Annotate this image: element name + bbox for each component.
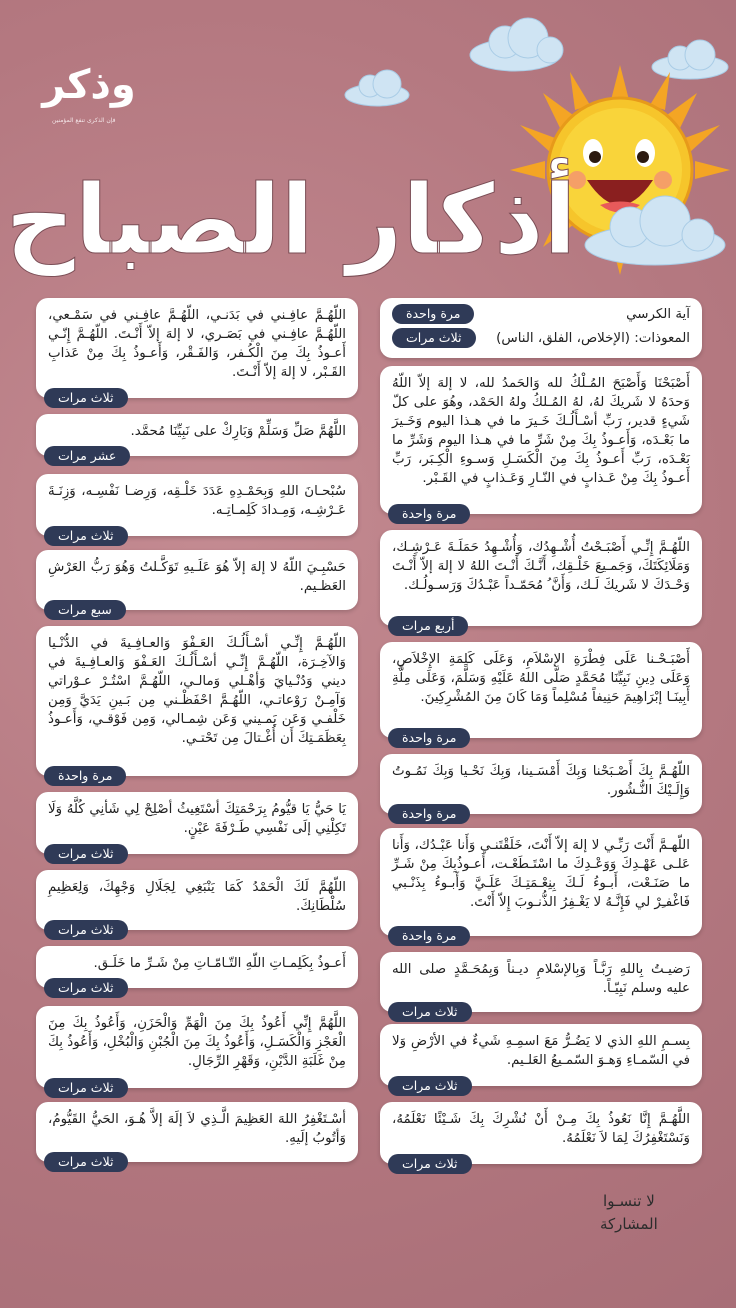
dhikr-text: اللّهُـمَّ إِنِّـي أسْـأَلُـكَ العَـفْوَ وَالعـافِـيةَ في الدُّنْـيا وَالآخِـرَة، اللّهُـمَّ إِنِّـي أسْـأَلُـكَ العَـفْوَ وَالعـافِـيةَ في ديني وَدُنْـيايَ وَأهْـلي وَمالـي، اللّهُـمَّ اسْتُـرْ عـوْراتي وَآمِـنْ رَوْعاتـي، اللّهُـمَّ احْفَظْـني مِن بَـينِ يَدَيَّ وَمِن خَلْفـي وَعَن يَمـيني وَعَن شِمـالي، وَمِن فَوْقـي، وَأَعـوذُ بِعَظَمَـتِكَ أَن أُغْـتالَ مِن تَحْتـي. <box>48 636 346 746</box>
dhikr-text: اللّهُـمَّ عافِـني في بَدَنـي، اللّهُـمَّ عافِـني في سَمْـعي، اللّهُـمَّ عافِـني في بَصَـري، لا إلهَ إلاّ أَنْـتَ. اللّهُـمَّ إِنّـي أَعـوذُ بِكَ مِنَ الْكُـفر، وَالفَـقْر، وَأَعـوذُ بِكَ مِنْ عَذابِ القَـبْر، لا إلهَ إلاّ أَنْـتَ. <box>48 308 346 380</box>
dhikr-text: أسْـتَغْفِرُ اللهَ العَظِيمَ الَّـذِي لاَ إلَهَ إلاَّ هُـوَ، الحَيُّ القَيُّومُ، وَأتُوبُ إلَيهِ. <box>48 1112 346 1146</box>
count-badge: ثلاث مرات <box>44 388 128 408</box>
count-badge: ثلاث مرات <box>44 978 128 998</box>
dhikr-card <box>36 1102 358 1169</box>
dhikr-text: أَصْبَحْنَا وَأَصْبَحَ المُـلْكُ لله وَالحَمدُ لله، لا إلهَ إلاّ اللّهُ وَحدَهُ لا شَريكَ لهُ، لهُ المُـلكُ ولهُ الحَمْد، وهُوَ على كلّ شَيءٍ قدير، رَبِّ أسْـأَلُـكَ خَـيرَ ما في هـذا اليوم وَخَـيرَ ما بَعْـدَه، وَأَعـوذُ بِكَ مِنْ شَرِّ ما في هـذا اليوم وَشَرِّ ما بَعْـدَه، رَبِّ أَعـوذُ بِكَ مِنَ الْكَسَـلِ وَسـوءِ الْكِـبَر، رَبِّ أَعـوذُ بِكَ مِنْ عَـذابٍ في النّـارِ وَعَـذابٍ في القَـبْر. <box>392 376 690 486</box>
brand-tagline: فإن الذكرى تنفع المؤمنين <box>52 117 116 124</box>
dhikr-text: أَصْبَـحْـنا عَلَى فِطْرَةِ الإسْلاَمِ، وَعَلَى كَلِمَةِ الإِخْلاَصِ، وَعَلَى دِينِ نَبِيِّنَا مُحَمَّدٍ صَلَّى اللهُ عَلَيْهِ وَسَلَّمَ، وَعَلَى مِلَّةِ أَبِينَـا إبْرَاهِيمَ حَنِيفاً مُسْلِماً وَمَا كَانَ مِنَ المُشْرِكِينَ. <box>392 652 690 705</box>
list-item <box>392 326 690 350</box>
count-badge: ثلاث مرات <box>44 1078 128 1098</box>
dhikr-text: اللّهُمَّ لَكَ الْحَمْدُ كَمَا يَنْبَغِي لِجَلَالِ وَجْهِكَ، وَلِعَظِيمِ سُلْطَانِكَ. <box>48 880 346 914</box>
dhikr-card <box>36 414 358 463</box>
dhikr-card <box>380 642 702 745</box>
dhikr-text: المعوذات: (الإخلاص، الفلق، الناس) <box>496 330 690 346</box>
dhikr-card <box>380 1024 702 1093</box>
count-badge: مرة واحدة <box>388 728 470 748</box>
count-badge: مرة واحدة <box>392 304 474 324</box>
count-badge: ثلاث مرات <box>388 1154 472 1174</box>
page-title <box>5 135 577 285</box>
dhikr-card <box>380 754 702 821</box>
count-badge: ثلاث مرات <box>392 328 476 348</box>
dhikr-card <box>36 626 358 783</box>
dhikr-card <box>36 946 358 995</box>
dhikr-text: بِسـمِ اللهِ الذي لا يَضُـرُّ مَعَ اسمِـهِ شَيءٌ في الأرْضِ وَلا في السّمـاءِ وَهـوَ السّمـيعُ العَلـيم. <box>392 1034 690 1068</box>
count-badge: عشر مرات <box>44 446 130 466</box>
count-badge: ثلاث مرات <box>44 844 128 864</box>
count-badge: سبع مرات <box>44 600 126 620</box>
count-badge: ثلاث مرات <box>44 920 128 940</box>
dhikr-text: اللّهُـمَّ إِنِّـي أَصْبَـحْتُ أُشْـهِدُك، وَأُشْـهِدُ حَمَلَـةَ عَـرْشِـك، وَمَلَائِكَتَكَ، وَجَمـيعَ خَلْـقِك، أَنَّـكَ أَنْـتَ اللهُ لا إلهَ إلاّ أَنْـتَ وَحْـدَكَ لا شَريكَ لَـك، وَأَنَّ ُ مُحَمّـداً عَبْـدُكَ وَرَسـولُـك. <box>392 540 690 593</box>
svg-text:وذكر: وذكر <box>42 62 136 108</box>
dhikr-card <box>36 474 358 543</box>
dhikr-card <box>36 298 358 405</box>
brand-logo <box>40 40 138 110</box>
dhikr-card <box>380 530 702 633</box>
cloud-icon <box>345 70 409 106</box>
dhikr-text: اللّهُـمَّ بِكَ أَصْـبَحْنا وَبِكَ أَمْسَـينا، وَبِكَ نَحْـيا وَبِكَ نَمُـوتُ وَإِلَـيْكَ النُّـشُور. <box>392 764 690 798</box>
dhikr-card <box>380 828 702 943</box>
dhikr-card <box>36 1006 358 1095</box>
share-reminder-line2: المشاركة <box>600 1215 658 1233</box>
list-item <box>392 302 690 326</box>
dhikr-card-ayat-alkursi <box>380 298 702 358</box>
dhikr-text: اللَّهُـمَّ إِنَّا نَعُوذُ بِكَ مِـنْ أَنْ نُشْرِكَ بِكَ شَـيْئًا نَعْلَمُهُ، وَنَسْتَغْفِرُكَ لِمَا لاَ نَعْلَمُهُ. <box>392 1112 690 1146</box>
count-badge: ثلاث مرات <box>44 1152 128 1172</box>
dhikr-card <box>36 870 358 937</box>
dhikr-card <box>380 1102 702 1171</box>
dhikr-text: آية الكرسي <box>626 306 690 322</box>
dhikr-card <box>36 550 358 617</box>
count-badge: ثلاث مرات <box>388 1076 472 1096</box>
dhikr-card <box>380 366 702 521</box>
dhikr-text: رَضيـتُ بِاللهِ رَبَّـاً وَبِالإسْلامِ ديـناً وَبِمُحَـمَّدٍ صلى الله عليه وسلم نَبِيّـاً. <box>392 962 690 996</box>
count-badge: مرة واحدة <box>44 766 126 786</box>
share-reminder <box>600 1190 658 1236</box>
dhikr-text: اللّهـمَّ أَنْتَ رَبِّـي لا إلهَ إلاّ أَنْتَ، خَلَقْتَنـي وَأَنا عَبْـدُك، وَأَنا عَلـى عَهْـدِكَ وَوَعْـدِكَ ما اسْتَـطَعْـت، أَعـوذُبِكَ مِنْ شَـرِّ ما صَنَـعْت، أَبـوءُ لَـكَ بِنِعْـمَتِـكَ عَلَـيَّ وَأَبـوءُ بِذَنْـبي فَاغْفـِرْ لي فَإِنَّـهُ لا يَغْـفِرُ الذُّنـوبَ إِلاّ أَنْتَ. <box>392 838 690 910</box>
dhikr-card <box>380 952 702 1019</box>
count-badge: ثلاث مرات <box>44 526 128 546</box>
share-reminder-line1: لا تنسـوا <box>603 1192 655 1210</box>
dhikr-text: أَعـوذُ بِكَلِمـاتِ اللّهِ التّـامّـاتِ مِنْ شَـرِّ ما خَلَـق. <box>93 956 346 971</box>
dhikr-text: يَا حَيُّ يَا قيُّومُ بِرَحْمَتِكَ أسْتَغِيثُ أصْلِحْ لِي شَأنِي كُلَّهُ وَلَا تَكِلْنِي إلَى نَفْسِي طَـرْفَةَ عَيْنٍ. <box>48 802 346 836</box>
cloud-icon <box>580 195 730 270</box>
dhikr-text: اللَّهُمَّ إِنِّي أَعُوذُ بِكَ مِنَ الْهَمِّ وَالْحَزَنِ، وَأَعُوذُ بِكَ مِنَ الْعَجْزِ وَالْكَسَـلِ، وَأَعُوذُ بِكَ مِنَ الْجُبْنِ وَالْبُخْلِ، وَأَعُوذُ بِكَ مِنْ غَلَبَةِ الدَّيْنِ، وَقَهْرِ الرِّجَالِ. <box>48 1016 346 1069</box>
count-badge: مرة واحدة <box>388 804 470 824</box>
count-badge: مرة واحدة <box>388 504 470 524</box>
count-badge: أربع مرات <box>388 616 468 636</box>
svg-text:أذكار الصباح: أذكار الصباح <box>5 164 577 276</box>
dhikr-text: سُبْحـانَ اللهِ وَبِحَمْـدِهِ عَدَدَ خَلْـقِه، وَرِضـا نَفْسِـه، وَزِنَـةَ عَـرْشِـه، وَمِـدادَ كَلِمـاتِـه. <box>48 484 346 518</box>
count-badge: مرة واحدة <box>388 926 470 946</box>
dhikr-card <box>36 792 358 861</box>
dhikr-text: اللَّهُمَّ صَلِّ وَسَلِّمْ وَبَارِكْ على نَبِيِّنَا مُحمَّد. <box>130 424 346 439</box>
count-badge: ثلاث مرات <box>388 1002 472 1022</box>
dhikr-text: حَسْبِـيَ اللّهُ لا إلهَ إلاّ هُوَ عَلَـيهِ تَوَكَّـلتُ وَهُوَ رَبُّ العَرْشِ العَظـيم. <box>48 560 346 594</box>
